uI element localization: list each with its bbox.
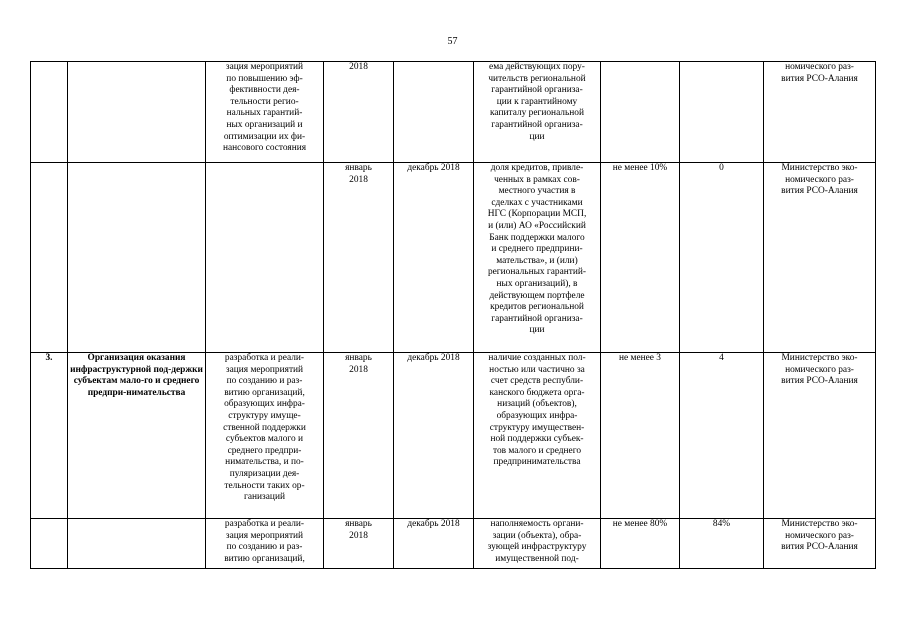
target-value-cell: не менее 3 bbox=[601, 353, 680, 519]
start-date-cell: январь 2018 bbox=[324, 163, 394, 353]
indicator-cell: ема действующих пору- чительств региональной гарантийной организа- ции к гарантийному капиталу региональной гарантийной организа- ции bbox=[474, 62, 601, 163]
executor-cell: Министерство эко- номического раз- вития РСО-Алания bbox=[764, 163, 876, 353]
task-name bbox=[68, 519, 206, 569]
activity-cell: разработка и реали- зация мероприятий по созданию и раз- витию организаций, образующих инфра- структуру имуще- ственной поддержки субъектов малого и среднего предпри- нимательства, и по- пуляризации дея- тельности таких ор- ганизаций bbox=[206, 353, 324, 519]
page-number: 57 bbox=[447, 36, 458, 47]
target-value-cell: не менее 80% bbox=[601, 519, 680, 569]
end-date-cell bbox=[394, 62, 474, 163]
end-date-cell: декабрь 2018 bbox=[394, 519, 474, 569]
end-date-cell: декабрь 2018 bbox=[394, 353, 474, 519]
row-number: 3. bbox=[31, 353, 68, 519]
row-number bbox=[31, 62, 68, 163]
executor-cell: Министерство эко- номического раз- вития РСО-Алания bbox=[764, 353, 876, 519]
task-name bbox=[68, 62, 206, 163]
start-date-cell: январь 2018 bbox=[324, 519, 394, 569]
indicator-cell: наличие созданных пол- ностью или частично за счет средств республи- канского бюджета орга- низаций (объектов), образующих инфра- структуру имуществен- ной поддержки субъек- тов малого и среднего предпринимательства bbox=[474, 353, 601, 519]
program-measures-table bbox=[30, 61, 876, 569]
table-row bbox=[31, 519, 876, 569]
activity-cell: разработка и реали- зация мероприятий по созданию и раз- витию организаций, bbox=[206, 519, 324, 569]
executor-cell: Министерство эко- номического раз- вития РСО-Алания bbox=[764, 519, 876, 569]
actual-value-cell: 0 bbox=[680, 163, 764, 353]
actual-value-cell: 4 bbox=[680, 353, 764, 519]
table-row bbox=[31, 62, 876, 163]
actual-value-cell: 84% bbox=[680, 519, 764, 569]
activity-cell bbox=[206, 163, 324, 353]
start-date-cell: январь 2018 bbox=[324, 353, 394, 519]
indicator-cell: доля кредитов, привле- ченных в рамках сов- местного участия в сделках с участниками НГС (Корпорации МСП, и (или) АО «Российский Банк поддержки малого и среднего предприни- мательства», и (или) региональных гарантий- ных организаций), в действующем портфеле кредитов региональной гарантийной организа- ции bbox=[474, 163, 601, 353]
row-number bbox=[31, 519, 68, 569]
table-row bbox=[31, 163, 876, 353]
start-date-cell: 2018 bbox=[324, 62, 394, 163]
target-value-cell bbox=[601, 62, 680, 163]
row-number bbox=[31, 163, 68, 353]
task-name: Организация оказания инфраструктурной под-держки субъектам мало-го и среднего предпри-нимательства bbox=[68, 353, 206, 519]
end-date-cell: декабрь 2018 bbox=[394, 163, 474, 353]
executor-cell: номического раз- вития РСО-Алания bbox=[764, 62, 876, 163]
actual-value-cell bbox=[680, 62, 764, 163]
table-row bbox=[31, 353, 876, 519]
activity-cell: зация мероприятий по повышению эф- фективности дея- тельности регио- нальных гарантий- ных организаций и оптимизации их фи- нансового состояния bbox=[206, 62, 324, 163]
indicator-cell: наполняемость органи- зации (объекта), обра- зующей инфраструктуру имущественной под- bbox=[474, 519, 601, 569]
target-value-cell: не менее 10% bbox=[601, 163, 680, 353]
task-name bbox=[68, 163, 206, 353]
